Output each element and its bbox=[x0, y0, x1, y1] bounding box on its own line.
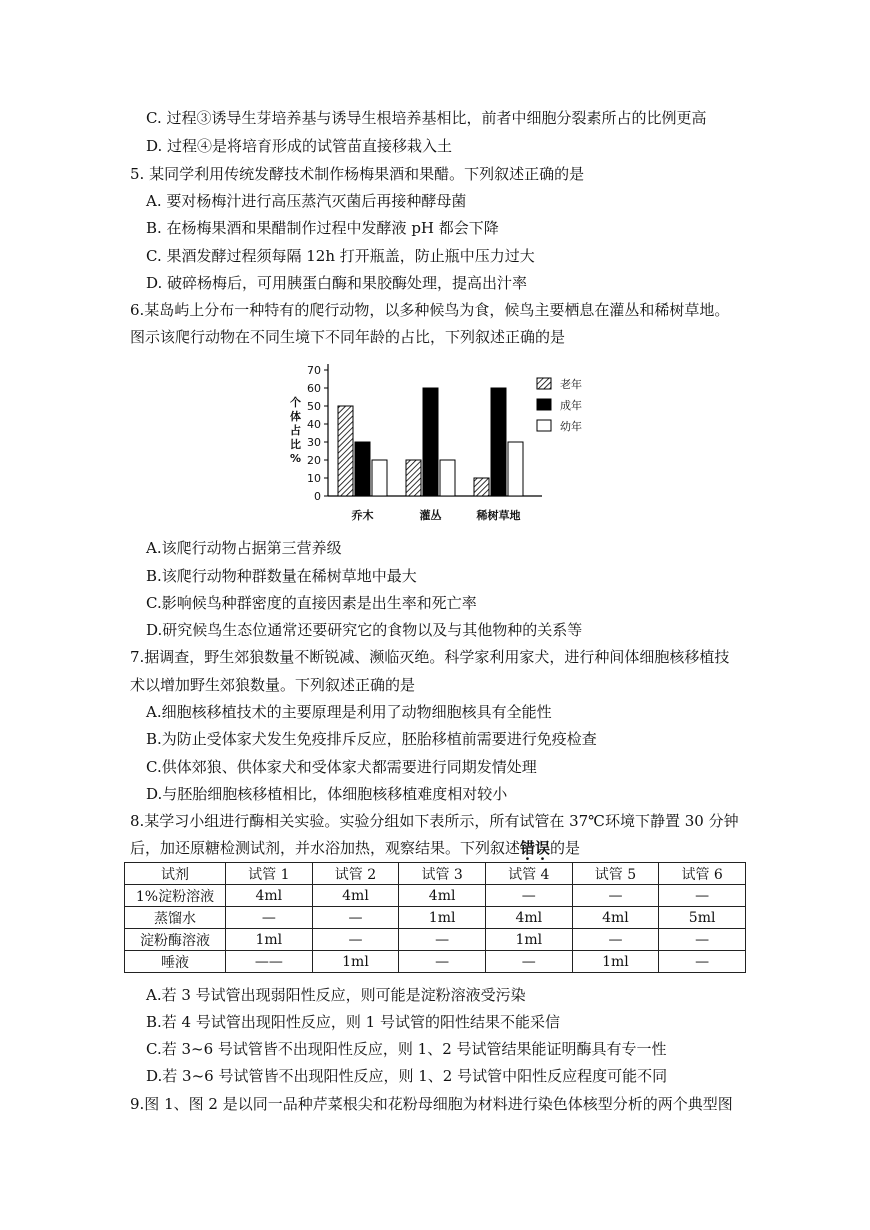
question-8-stem: 8.某学习小组进行酶相关实验。实验分组如下表所示，所有试管在 37℃环境下静置 30 分钟 bbox=[130, 812, 739, 830]
table-cell: — bbox=[485, 951, 572, 973]
y-tick-label: 20 bbox=[307, 454, 321, 467]
y-tick-label: 40 bbox=[307, 418, 321, 431]
option-c: C. 果酒发酵过程须每隔 12h 打开瓶盖，防止瓶中压力过大 bbox=[146, 247, 535, 265]
option-d: D.研究候鸟生态位通常还要研究它的食物以及与其他物种的关系等 bbox=[146, 621, 583, 639]
legend-label: 老年 bbox=[560, 378, 582, 391]
table-cell: — bbox=[572, 929, 659, 951]
experiment-table bbox=[124, 862, 746, 973]
bar bbox=[474, 478, 489, 496]
option-d: D.若 3~6 号试管皆不出现阳性反应，则 1、2 号试管中阳性反应程度可能不同 bbox=[146, 1067, 668, 1085]
table-header-cell: 试管 1 bbox=[226, 863, 313, 885]
option-b: B. 在杨梅果酒和果醋制作过程中发酵液 pH 都会下降 bbox=[146, 219, 499, 237]
table-cell: — bbox=[659, 951, 746, 973]
bar bbox=[406, 460, 421, 496]
legend-label: 幼年 bbox=[560, 420, 582, 433]
table-cell: 唾液 bbox=[125, 951, 226, 973]
option-c: C.供体郊狼、供体家犬和受体家犬都需要进行同期发情处理 bbox=[146, 758, 537, 776]
stem-text: 的是 bbox=[550, 839, 581, 857]
option-a: A. 要对杨梅汁进行高压蒸汽灭菌后再接种酵母菌 bbox=[146, 192, 467, 210]
y-tick-label: 50 bbox=[307, 400, 321, 413]
table-cell: — bbox=[312, 929, 399, 951]
bar bbox=[423, 388, 438, 496]
table-cell: — bbox=[312, 907, 399, 929]
question-6-stem: 6.某岛屿上分布一种特有的爬行动物，以多种候鸟为食，候鸟主要栖息在灌丛和稀树草地。 bbox=[130, 301, 730, 319]
stem-text: 后，加还原糖检测试剂，并水浴加热，观察结果。下列叙述 bbox=[130, 839, 521, 857]
table-cell: 4ml bbox=[226, 885, 313, 907]
question-8-stem-cont bbox=[130, 838, 580, 858]
table-row bbox=[125, 929, 746, 951]
table-cell: 1ml bbox=[399, 907, 486, 929]
table-cell: — bbox=[399, 929, 486, 951]
bar bbox=[508, 442, 523, 496]
bar bbox=[440, 460, 455, 496]
option-c: C.影响候鸟种群密度的直接因素是出生率和死亡率 bbox=[146, 594, 477, 612]
emphasis-char: 错 bbox=[520, 839, 536, 857]
y-axis-label: 个体占比% bbox=[290, 396, 302, 465]
table-cell: —— bbox=[226, 951, 313, 973]
table-header-row bbox=[125, 863, 746, 885]
text-line: C. 过程③诱导生芽培养基与诱导生根培养基相比，前者中细胞分裂素所占的比例更高 bbox=[146, 109, 707, 127]
legend-swatch bbox=[537, 399, 551, 410]
table-row bbox=[125, 885, 746, 907]
legend-swatch bbox=[537, 420, 551, 431]
table-cell: 1ml bbox=[226, 929, 313, 951]
option-d: D. 破碎杨梅后，可用胰蛋白酶和果胶酶处理，提高出汁率 bbox=[146, 274, 528, 292]
table-cell: — bbox=[485, 885, 572, 907]
table-cell: 4ml bbox=[572, 907, 659, 929]
question-5-stem: 5. 某同学利用传统发酵技术制作杨梅果酒和果醋。下列叙述正确的是 bbox=[130, 165, 585, 183]
table-cell: 4ml bbox=[399, 885, 486, 907]
table-cell: — bbox=[659, 929, 746, 951]
bar bbox=[355, 442, 370, 496]
table-cell: — bbox=[399, 951, 486, 973]
question-9-stem: 9.图 1、图 2 是以同一品种芹菜根尖和花粉母细胞为材料进行染色体核型分析的两个典型图 bbox=[130, 1095, 733, 1113]
option-b: B.若 4 号试管出现阳性反应，则 1 号试管的阳性结果不能采信 bbox=[146, 1013, 560, 1031]
option-a: A.若 3 号试管出现弱阳性反应，则可能是淀粉溶液受污染 bbox=[146, 986, 526, 1004]
table-row bbox=[125, 951, 746, 973]
table-cell: — bbox=[572, 885, 659, 907]
table-cell: 4ml bbox=[312, 885, 399, 907]
text-line: D. 过程④是将培育形成的试管苗直接移栽入土 bbox=[146, 137, 453, 155]
x-tick-label: 灌丛 bbox=[419, 509, 442, 522]
question-6-stem-cont: 图示该爬行动物在不同生境下不同年龄的占比，下列叙述正确的是 bbox=[130, 328, 566, 346]
bar-chart bbox=[280, 358, 610, 528]
table-cell: 5ml bbox=[659, 907, 746, 929]
option-b: B.为防止受体家犬发生免疫排斥反应，胚胎移植前需要进行免疫检查 bbox=[146, 730, 597, 748]
table-header-cell: 试管 6 bbox=[659, 863, 746, 885]
y-tick-label: 60 bbox=[307, 382, 321, 395]
table-header-cell: 试管 4 bbox=[485, 863, 572, 885]
table-cell: 1ml bbox=[572, 951, 659, 973]
table-cell: 蒸馏水 bbox=[125, 907, 226, 929]
option-d: D.与胚胎细胞核移植相比，体细胞核移植难度相对较小 bbox=[146, 785, 508, 803]
option-c: C.若 3~6 号试管皆不出现阳性反应，则 1、2 号试管结果能证明酶具有专一性 bbox=[146, 1040, 667, 1058]
table-cell: 1ml bbox=[312, 951, 399, 973]
table-cell: — bbox=[226, 907, 313, 929]
table-cell: 淀粉酶溶液 bbox=[125, 929, 226, 951]
question-7-stem-cont: 术以增加野生郊狼数量。下列叙述正确的是 bbox=[130, 676, 416, 694]
table-cell: 4ml bbox=[485, 907, 572, 929]
table-row bbox=[125, 907, 746, 929]
legend-swatch bbox=[537, 378, 551, 389]
y-tick-label: 0 bbox=[314, 490, 321, 503]
table-cell: — bbox=[659, 885, 746, 907]
bar bbox=[372, 460, 387, 496]
table-header-cell: 试管 5 bbox=[572, 863, 659, 885]
option-b: B.该爬行动物种群数量在稀树草地中最大 bbox=[146, 567, 417, 585]
x-tick-label: 乔木 bbox=[351, 509, 374, 522]
x-tick-label: 稀树草地 bbox=[476, 509, 521, 522]
y-tick-label: 10 bbox=[307, 472, 321, 485]
legend-label: 成年 bbox=[560, 399, 582, 412]
bar bbox=[338, 406, 353, 496]
table-header-cell: 试管 2 bbox=[312, 863, 399, 885]
y-tick-label: 30 bbox=[307, 436, 321, 449]
question-7-stem: 7.据调查，野生郊狼数量不断锐减、濒临灭绝。科学家利用家犬，进行种间体细胞核移植技 bbox=[130, 648, 730, 666]
emphasis-char: 误 bbox=[535, 839, 551, 857]
y-tick-label: 70 bbox=[307, 364, 321, 377]
table-cell: 1%淀粉溶液 bbox=[125, 885, 226, 907]
option-a: A.该爬行动物占据第三营养级 bbox=[146, 539, 342, 557]
table-header-cell: 试剂 bbox=[125, 863, 226, 885]
option-a: A.细胞核移植技术的主要原理是利用了动物细胞核具有全能性 bbox=[146, 703, 552, 721]
bar bbox=[491, 388, 506, 496]
table-cell: 1ml bbox=[485, 929, 572, 951]
table-header-cell: 试管 3 bbox=[399, 863, 486, 885]
